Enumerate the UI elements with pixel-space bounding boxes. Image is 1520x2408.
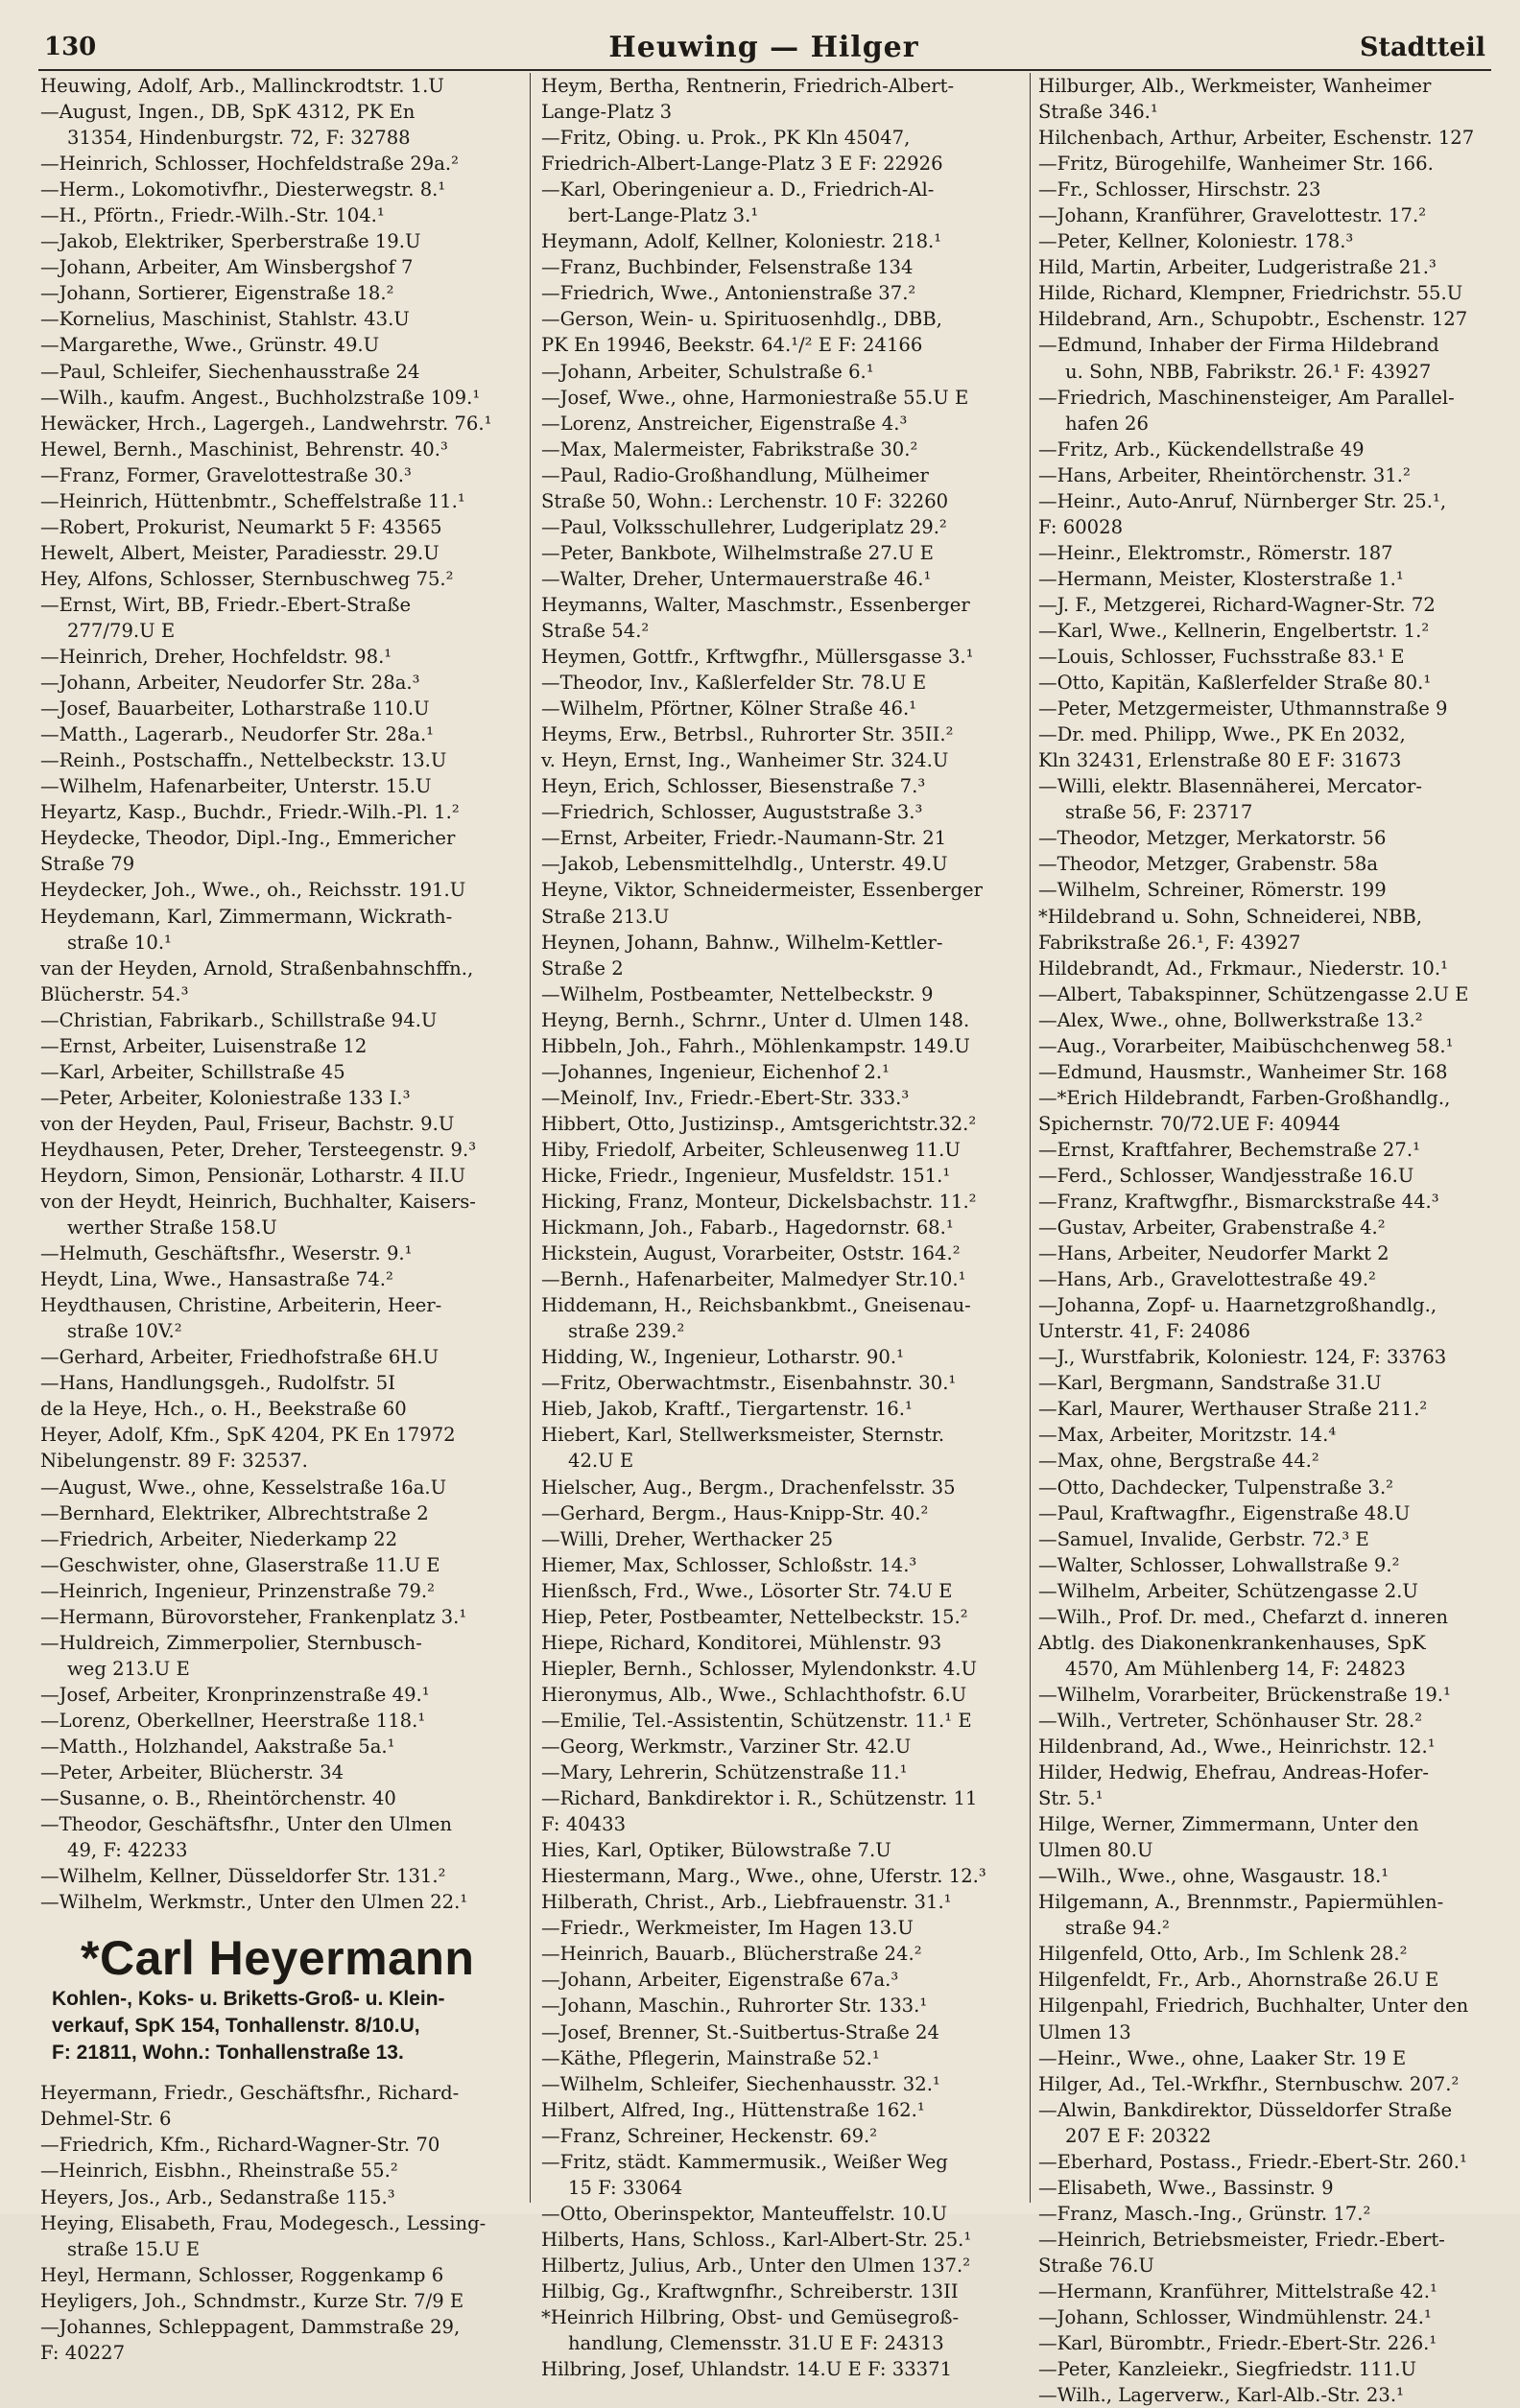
directory-entry-line: Kln 32431, Erlenstraße 80 E F: 31673 xyxy=(1038,749,1402,772)
directory-entry-line: straße 10.¹ xyxy=(67,931,172,954)
directory-entry-line: —Elisabeth, Wwe., Bassinstr. 9 xyxy=(1038,2176,1334,2199)
directory-entry-line: 31354, Hindenburgstr. 72, F: 32788 xyxy=(67,127,411,150)
directory-entry-line: Hieb, Jakob, Kraftf., Tiergartenstr. 16.¹ xyxy=(541,1398,913,1421)
directory-entry-line: straße 94.² xyxy=(1065,1917,1170,1940)
directory-entry-line: —Käthe, Pflegerin, Mainstraße 52.¹ xyxy=(541,2046,880,2069)
directory-entry-line: weg 213.U E xyxy=(67,1657,190,1680)
header-rule xyxy=(38,69,1491,71)
directory-entry-line: Straße 346.¹ xyxy=(1038,101,1158,124)
directory-entry-line: —Emilie, Tel.-Assistentin, Schützenstr. 11.¹ E xyxy=(541,1709,972,1732)
directory-entry-line: Hilgemann, A., Brennmstr., Papiermühlen- xyxy=(1038,1891,1444,1914)
directory-entry-line: —H., Pförtn., Friedr.-Wilh.-Str. 104.¹ xyxy=(40,204,385,227)
directory-entry-line: Heyl, Hermann, Schlosser, Roggenkamp 6 xyxy=(40,2263,444,2286)
directory-entry-line: —Johann, Schlosser, Windmühlenstr. 24.¹ xyxy=(1038,2306,1432,2329)
directory-entry-line: handlung, Clemensstr. 31.U E F: 24313 xyxy=(568,2332,944,2355)
directory-entry-line: —Peter, Kellner, Koloniestr. 178.³ xyxy=(1038,230,1354,253)
directory-entry-line: Hibbeln, Joh., Fahrh., Möhlenkampstr. 149.U xyxy=(541,1034,970,1057)
directory-entry-line: —Josef, Arbeiter, Kronprinzenstraße 49.¹ xyxy=(40,1683,430,1706)
directory-entry-line: —Margarethe, Wwe., Grünstr. 49.U xyxy=(40,334,380,357)
directory-entry-line: —Karl, Maurer, Werthauser Straße 211.² xyxy=(1038,1398,1428,1421)
directory-entry-line: Hiby, Friedolf, Arbeiter, Schleusenweg 11.U xyxy=(541,1138,961,1161)
directory-entry-line: —Albert, Tabakspinner, Schützengasse 2.U E xyxy=(1038,982,1469,1005)
directory-entry-line: Hewäcker, Hrch., Lagergeh., Landwehrstr. 76.¹ xyxy=(40,412,492,435)
directory-entry-line: Hilberath, Christ., Arb., Liebfrauenstr. 31.¹ xyxy=(541,1891,952,1914)
directory-entry-line: —Johann, Arbeiter, Eigenstraße 67a.³ xyxy=(541,1969,899,1992)
advertisement-line: F: 21811, Wohn.: Tonhallenstraße 13. xyxy=(52,2042,404,2065)
directory-entry-line: —Max, Malermeister, Fabrikstraße 30.² xyxy=(541,437,918,460)
directory-entry-line: —Karl, Wwe., Kellnerin, Engelbertstr. 1.² xyxy=(1038,619,1430,642)
directory-entry-line: Straße 2 xyxy=(541,956,624,980)
directory-entry-line: Nibelungenstr. 89 F: 32537. xyxy=(40,1450,308,1473)
directory-entry-line: van der Heyden, Arnold, Straßenbahnschffn., xyxy=(40,956,474,980)
directory-entry-line: —Wilh., Vertreter, Schönhauser Str. 28.² xyxy=(1038,1709,1423,1732)
directory-entry-line: Heymen, Gottfr., Krftwgfhr., Müllersgasse 3.¹ xyxy=(541,646,974,669)
directory-entry-line: —Bernh., Hafenarbeiter, Malmedyer Str.10.¹ xyxy=(541,1268,966,1291)
directory-entry-line: —Johann, Arbeiter, Am Winsbergshof 7 xyxy=(40,256,414,279)
directory-entry-line: —Susanne, o. B., Rheintörchenstr. 40 xyxy=(40,1787,396,1810)
directory-entry-line: Straße 50, Wohn.: Lerchenstr. 10 F: 32260 xyxy=(541,489,949,512)
directory-entry-line: —Johann, Kranführer, Gravelottestr. 17.² xyxy=(1038,204,1427,227)
directory-entry-line: Lange-Platz 3 xyxy=(541,101,673,124)
directory-entry-line: Hiebert, Karl, Stellwerksmeister, Sternstr. xyxy=(541,1424,945,1447)
directory-entry-line: —Edmund, Hausmstr., Wanheimer Str. 168 xyxy=(1038,1060,1448,1083)
directory-entry-line: —Josef, Bauarbeiter, Lotharstraße 110.U xyxy=(40,697,430,720)
directory-entry-line: Hilger, Ad., Tel.-Wrkfhr., Sternbuschw. 207.² xyxy=(1038,2072,1460,2095)
directory-entry-line: —Ernst, Wirt, BB, Friedr.-Ebert-Straße xyxy=(40,593,412,616)
directory-entry-line: —Theodor, Metzger, Grabenstr. 58a xyxy=(1038,853,1379,876)
directory-entry-line: —Ferd., Schlosser, Wandjesstraße 16.U xyxy=(1038,1164,1414,1187)
directory-entry-line: *Heinrich Hilbring, Obst- und Gemüsegroß- xyxy=(541,2306,960,2329)
directory-entry-line: —Wilhelm, Hafenarbeiter, Unterstr. 15.U xyxy=(40,775,432,798)
directory-entry-line: PK En 19946, Beekstr. 64.¹/² E F: 24166 xyxy=(541,334,923,357)
directory-entry-line: Hilgenfeldt, Fr., Arb., Ahornstraße 26.U E xyxy=(1038,1969,1439,1992)
directory-entry-line: Heyligers, Joh., Schndmstr., Kurze Str. 7/9 E xyxy=(40,2289,464,2312)
page-header xyxy=(35,29,1493,69)
directory-entry-line: Heyers, Jos., Arb., Sedanstraße 115.³ xyxy=(40,2185,395,2208)
directory-entry-line: Spichernstr. 70/72.UE F: 40944 xyxy=(1038,1112,1341,1135)
directory-entry-line: —Friedrich, Maschinensteiger, Am Parallel- xyxy=(1038,386,1455,409)
advertisement-name: *Carl Heyermann xyxy=(81,1931,475,1986)
directory-entry-line: 49, F: 42233 xyxy=(67,1839,188,1862)
directory-entry-line: u. Sohn, NBB, Fabrikstr. 26.¹ F: 43927 xyxy=(1065,360,1432,383)
directory-entry-line: Hickstein, August, Vorarbeiter, Oststr. 164.² xyxy=(541,1242,961,1265)
directory-entry-line: Heyne, Viktor, Schneidermeister, Essenberger xyxy=(541,879,983,902)
directory-entry-line: —Friedrich, Arbeiter, Niederkamp 22 xyxy=(40,1527,398,1550)
directory-entry-line: straße 15.U E xyxy=(67,2237,201,2260)
directory-entry-line: —Wilhelm, Arbeiter, Schützengasse 2.U xyxy=(1038,1579,1418,1602)
directory-entry-line: —Franz, Former, Gravelottestraße 30.³ xyxy=(40,463,412,486)
directory-entry-line: —Wilhelm, Pförtner, Kölner Straße 46.¹ xyxy=(541,697,917,720)
column-2 xyxy=(541,73,1019,2381)
directory-entry-line: —Franz, Buchbinder, Felsenstraße 134 xyxy=(541,256,914,279)
directory-entry-line: Hibbert, Otto, Justizinsp., Amtsgerichtstr.32.² xyxy=(541,1112,977,1135)
directory-entry-line: —Hermann, Meister, Klosterstraße 1.¹ xyxy=(1038,567,1404,590)
directory-entry-line: —Robert, Prokurist, Neumarkt 5 F: 43565 xyxy=(40,515,442,538)
directory-entry-line: —Heinrich, Betriebsmeister, Friedr.-Ebert- xyxy=(1038,2228,1445,2251)
directory-entry-line: Hies, Karl, Optiker, Bülowstraße 7.U xyxy=(541,1839,891,1862)
directory-entry-line: Heydthausen, Christine, Arbeiterin, Heer- xyxy=(40,1294,442,1317)
directory-entry-line: Hey, Alfons, Schlosser, Sternbuschweg 75.² xyxy=(40,567,454,590)
directory-entry-line: —Louis, Schlosser, Fuchsstraße 83.¹ E xyxy=(1038,646,1405,669)
directory-entry-line: —Johann, Arbeiter, Neudorfer Str. 28a.³ xyxy=(40,672,420,695)
directory-entry-line: Heymann, Adolf, Kellner, Koloniestr. 218.¹ xyxy=(541,230,942,253)
directory-entry-line: —Peter, Metzgermeister, Uthmannstraße 9 xyxy=(1038,697,1448,720)
directory-entry-line: Heynen, Johann, Bahnw., Wilhelm-Kettler- xyxy=(541,931,943,954)
directory-entry-line: —Dr. med. Philipp, Wwe., PK En 2032, xyxy=(1038,723,1406,746)
advertisement-line: verkauf, SpK 154, Tonhallenstr. 8/10.U, xyxy=(52,2015,420,2038)
directory-entry-line: Hilchenbach, Arthur, Arbeiter, Eschenstr. 127 xyxy=(1038,127,1475,150)
directory-entry-line: Blücherstr. 54.³ xyxy=(40,982,189,1005)
directory-entry-line: —Hans, Arbeiter, Neudorfer Markt 2 xyxy=(1038,1242,1389,1265)
directory-entry-line: —Theodor, Inv., Kaßlerfelder Str. 78.U E xyxy=(541,672,927,695)
directory-entry-line: —Franz, Masch.-Ing., Grünstr. 17.² xyxy=(1038,2202,1371,2225)
directory-entry-line: Heyng, Bernh., Schrnr., Unter d. Ulmen 148. xyxy=(541,1008,970,1031)
directory-entry-line: —Paul, Schleifer, Siechenhausstraße 24 xyxy=(40,360,420,383)
directory-entry-line: —Franz, Kraftwgfhr., Bismarckstraße 44.³ xyxy=(1038,1191,1439,1214)
directory-entry-line: —Bernhard, Elektriker, Albrechtstraße 2 xyxy=(40,1501,429,1524)
directory-entry-line: —Lorenz, Oberkellner, Heerstraße 118.¹ xyxy=(40,1709,426,1732)
directory-entry-line: —Gustav, Arbeiter, Grabenstraße 4.² xyxy=(1038,1216,1386,1239)
directory-entry-line: —Josef, Wwe., ohne, Harmoniestraße 55.U E xyxy=(541,386,969,409)
directory-entry-line: —August, Wwe., ohne, Kesselstraße 16a.U xyxy=(40,1475,447,1499)
directory-entry-line: hafen 26 xyxy=(1065,412,1149,435)
directory-entry-line: Straße 54.² xyxy=(541,619,650,642)
directory-entry-line: Unterstr. 41, F: 24086 xyxy=(1038,1320,1251,1343)
advertisement-line: Kohlen-, Koks- u. Briketts-Groß- u. Klein- xyxy=(52,1988,445,2011)
directory-entry-line: de la Heye, Hch., o. H., Beekstraße 60 xyxy=(40,1398,407,1421)
directory-entry-line: werther Straße 158.U xyxy=(67,1216,277,1239)
directory-entry-line: —Willi, Dreher, Werthacker 25 xyxy=(541,1527,834,1550)
directory-entry-line: —Peter, Arbeiter, Blücherstr. 34 xyxy=(40,1761,344,1784)
directory-entry-line: —Otto, Dachdecker, Tulpenstraße 3.² xyxy=(1038,1475,1394,1499)
directory-entry-line: Heydt, Lina, Wwe., Hansastraße 74.² xyxy=(40,1268,393,1291)
directory-entry-line: —Friedrich, Schlosser, Auguststraße 3.³ xyxy=(541,801,923,824)
directory-entry-line: —Wilhelm, Vorarbeiter, Brückenstraße 19.¹ xyxy=(1038,1683,1451,1706)
directory-entry-line: —J., Wurstfabrik, Koloniestr. 124, F: 33763 xyxy=(1038,1346,1447,1369)
directory-entry-line: Hewelt, Albert, Meister, Paradiesstr. 29.U xyxy=(40,541,439,564)
directory-entry-line: Hicke, Friedr., Ingenieur, Musfeldstr. 151.¹ xyxy=(541,1164,951,1187)
directory-entry-line: Heyn, Erich, Schlosser, Biesenstraße 7.³ xyxy=(541,775,926,798)
directory-entry-line: Ulmen 13 xyxy=(1038,2020,1131,2043)
directory-entry-line: —Max, Arbeiter, Moritzstr. 14.⁴ xyxy=(1038,1424,1337,1447)
directory-entry-line: —Ernst, Kraftfahrer, Bechemstraße 27.¹ xyxy=(1038,1138,1420,1161)
directory-entry-line: —Meinolf, Inv., Friedr.-Ebert-Str. 333.³ xyxy=(541,1086,910,1109)
directory-entry-line: von der Heydt, Heinrich, Buchhalter, Kaisers- xyxy=(40,1191,476,1214)
directory-entry-line: Hilbring, Josef, Uhlandstr. 14.U E F: 33371 xyxy=(541,2358,953,2381)
directory-entry-line: —Geschwister, ohne, Glaserstraße 11.U E xyxy=(40,1553,440,1576)
directory-entry-line: Hilge, Werner, Zimmermann, Unter den xyxy=(1038,1813,1419,1836)
directory-entry-line: Hildenbrand, Ad., Wwe., Heinrichstr. 12.¹ xyxy=(1038,1735,1436,1758)
directory-entry-line: —Heinrich, Schlosser, Hochfeldstraße 29a.² xyxy=(40,153,460,176)
page-title: Heuwing — Hilger xyxy=(608,31,919,64)
directory-entry-line: Fabrikstraße 26.¹, F: 43927 xyxy=(1038,931,1301,954)
directory-entry-line: —Wilh., Wwe., ohne, Wasgaustr. 18.¹ xyxy=(1038,1865,1389,1888)
directory-entry-line: Hilder, Hedwig, Ehefrau, Andreas-Hofer- xyxy=(1038,1761,1429,1784)
directory-entry-line: —Paul, Volksschullehrer, Ludgeriplatz 29.² xyxy=(541,515,947,538)
page-number: 130 xyxy=(44,33,97,61)
directory-entry-line: —Hans, Arbeiter, Rheintörchenstr. 31.² xyxy=(1038,463,1411,486)
directory-entry-line: Hilde, Richard, Klempner, Friedrichstr. 55.U xyxy=(1038,282,1463,305)
directory-entry-line: —Wilh., Lagerverw., Karl-Alb.-Str. 23.¹ xyxy=(1038,2384,1404,2407)
directory-entry-line: Hiep, Peter, Postbeamter, Nettelbeckstr. 15.² xyxy=(541,1605,968,1628)
directory-entry-line: —Lorenz, Anstreicher, Eigenstraße 4.³ xyxy=(541,412,908,435)
directory-entry-line: —Theodor, Geschäftsfhr., Unter den Ulmen xyxy=(40,1813,452,1836)
directory-entry-line: —Huldreich, Zimmerpolier, Sternbusch- xyxy=(40,1631,422,1654)
directory-entry-line: —Richard, Bankdirektor i. R., Schützenstr. 11 xyxy=(541,1787,978,1810)
column-divider-2 xyxy=(1030,73,1031,2203)
column-3 xyxy=(1038,73,1499,2407)
directory-entry-line: —Hermann, Bürovorsteher, Frankenplatz 3.¹ xyxy=(40,1605,467,1628)
directory-entry-line: —Theodor, Metzger, Merkatorstr. 56 xyxy=(1038,827,1387,850)
directory-entry-line: Heymanns, Walter, Maschmstr., Essenberger xyxy=(541,593,970,616)
directory-entry-line: —Johann, Maschin., Ruhrorter Str. 133.¹ xyxy=(541,1995,928,2018)
directory-entry-line: Hilbert, Alfred, Ing., Hüttenstraße 162.¹ xyxy=(541,2098,925,2121)
directory-entry-line: —*Erich Hildebrandt, Farben-Großhandlg., xyxy=(1038,1086,1451,1109)
column-divider-1 xyxy=(530,73,531,2203)
directory-entry-line: —Friedrich, Kfm., Richard-Wagner-Str. 70 xyxy=(40,2134,440,2157)
directory-entry-line: —Walter, Schlosser, Lohwallstraße 9.² xyxy=(1038,1553,1400,1576)
directory-entry-line: —Matth., Holzhandel, Aakstraße 5a.¹ xyxy=(40,1735,395,1758)
directory-entry-line: Heydecker, Joh., Wwe., oh., Reichsstr. 191.U xyxy=(40,879,466,902)
directory-entry-line: F: 40227 xyxy=(40,2341,126,2364)
directory-entry-line: Friedrich-Albert-Lange-Platz 3 E F: 22926 xyxy=(541,153,943,176)
directory-entry-line: —Fr., Schlosser, Hirschstr. 23 xyxy=(1038,178,1321,201)
directory-entry-line: —Heinrich, Hüttenbmtr., Scheffelstraße 11.¹ xyxy=(40,489,465,512)
directory-entry-line: —Eberhard, Postass., Friedr.-Ebert-Str. 260.¹ xyxy=(1038,2150,1467,2173)
directory-entry-line: Hiddemann, H., Reichsbankbmt., Gneisenau- xyxy=(541,1294,971,1317)
directory-entry-line: —Hermann, Kranführer, Mittelstraße 42.¹ xyxy=(1038,2279,1437,2302)
advertisement-block xyxy=(40,1930,520,2066)
directory-entry-line: Hilburger, Alb., Werkmeister, Wanheimer xyxy=(1038,75,1432,97)
directory-entry-line: —Peter, Arbeiter, Koloniestraße 133 I.³ xyxy=(40,1086,411,1109)
directory-entry-line: Str. 5.¹ xyxy=(1038,1787,1104,1810)
directory-entry-line: 207 E F: 20322 xyxy=(1065,2124,1212,2147)
directory-entry-line: —Ernst, Arbeiter, Friedr.-Naumann-Str. 21 xyxy=(541,827,947,850)
directory-entry-line: —Paul, Radio-Großhandlung, Mülheimer xyxy=(541,463,929,486)
directory-entry-line: —Fritz, Obing. u. Prok., PK Kln 45047, xyxy=(541,127,911,150)
directory-entry-line: straße 239.² xyxy=(568,1320,685,1343)
directory-entry-line: Hiemer, Max, Schlosser, Schloßstr. 14.³ xyxy=(541,1553,917,1576)
directory-entry-line: —Johanna, Zopf- u. Haarnetzgroßhandlg., xyxy=(1038,1294,1437,1317)
directory-entry-line: Hienßsch, Frd., Wwe., Lösorter Str. 74.U E xyxy=(541,1579,953,1602)
directory-entry-line: Hild, Martin, Arbeiter, Ludgeristraße 21.³ xyxy=(1038,256,1437,279)
directory-entry-line: —Karl, Bürombtr., Friedr.-Ebert-Str. 226.¹ xyxy=(1038,2332,1437,2355)
directory-entry-line: Straße 79 xyxy=(40,853,135,876)
directory-entry-line: 42.U E xyxy=(568,1450,634,1473)
directory-entry-line: Hildebrand, Arn., Schupobtr., Eschenstr. 127 xyxy=(1038,308,1468,331)
directory-entry-line: —Otto, Oberinspektor, Manteuffelstr. 10.U xyxy=(541,2202,948,2225)
directory-entry-line: —Otto, Kapitän, Kaßlerfelder Straße 80.¹ xyxy=(1038,672,1432,695)
directory-entry-line: F: 40433 xyxy=(541,1813,627,1836)
directory-entry-line: —Wilh., Prof. Dr. med., Chefarzt d. inneren xyxy=(1038,1605,1448,1628)
directory-entry-line: v. Heyn, Ernst, Ing., Wanheimer Str. 324.U xyxy=(541,749,949,772)
directory-entry-line: —Heinr., Elektromstr., Römerstr. 187 xyxy=(1038,541,1393,564)
directory-entry-line: —Wilhelm, Schleifer, Siechenhausstr. 32.¹ xyxy=(541,2072,940,2095)
directory-entry-line: Dehmel-Str. 6 xyxy=(40,2108,172,2131)
directory-entry-line: *Hildebrand u. Sohn, Schneiderei, NBB, xyxy=(1038,905,1423,928)
directory-entry-line: bert-Lange-Platz 3.¹ xyxy=(568,204,759,227)
directory-entry-line: —Reinh., Postschaffn., Nettelbeckstr. 13.U xyxy=(40,749,447,772)
directory-entry-line: —Heinrich, Eisbhn., Rheinstraße 55.² xyxy=(40,2160,398,2183)
directory-entry-line: Hilgenpahl, Friedrich, Buchhalter, Unter den xyxy=(1038,1995,1469,2018)
directory-entry-line: —Alwin, Bankdirektor, Düsseldorfer Straße xyxy=(1038,2098,1453,2121)
directory-entry-line: —Ernst, Arbeiter, Luisenstraße 12 xyxy=(40,1034,368,1057)
directory-entry-line: —Samuel, Invalide, Gerbstr. 72.³ E xyxy=(1038,1527,1369,1550)
directory-entry-line: —Georg, Werkmstr., Varziner Str. 42.U xyxy=(541,1735,912,1758)
directory-entry-line: —Johannes, Schleppagent, Dammstraße 29, xyxy=(40,2315,461,2338)
directory-entry-line: Heuwing, Adolf, Arb., Mallinckrodtstr. 1.U xyxy=(40,75,444,97)
directory-entry-line: —Fritz, Arb., Kückendellstraße 49 xyxy=(1038,437,1365,460)
directory-entry-line: —Fritz, städt. Kammermusik., Weißer Weg xyxy=(541,2150,948,2173)
directory-entry-line: —Karl, Arbeiter, Schillstraße 45 xyxy=(40,1060,345,1083)
directory-entry-line: von der Heyden, Paul, Friseur, Bachstr. 9.U xyxy=(40,1112,455,1135)
directory-entry-line: —Jakob, Elektriker, Sperberstraße 19.U xyxy=(40,230,421,253)
directory-entry-line: —Paul, Kraftwagfhr., Eigenstraße 48.U xyxy=(1038,1501,1411,1524)
directory-entry-line: —Franz, Schreiner, Heckenstr. 69.² xyxy=(541,2124,878,2147)
directory-entry-line: 4570, Am Mühlenberg 14, F: 24823 xyxy=(1065,1657,1406,1680)
directory-entry-line: —Edmund, Inhaber der Firma Hildebrand xyxy=(1038,334,1439,357)
directory-entry-line: —Heinrich, Ingenieur, Prinzenstraße 79.² xyxy=(40,1579,435,1602)
directory-entry-line: —Helmuth, Geschäftsfhr., Weserstr. 9.¹ xyxy=(40,1242,413,1265)
directory-entry-line: —Kornelius, Maschinist, Stahlstr. 43.U xyxy=(40,308,410,331)
directory-entry-line: —Fritz, Bürogehilfe, Wanheimer Str. 166. xyxy=(1038,153,1434,176)
directory-entry-line: Hidding, W., Ingenieur, Lotharstr. 90.¹ xyxy=(541,1346,904,1369)
directory-entry-line: —Hans, Handlungsgeh., Rudolfstr. 5I xyxy=(40,1372,396,1395)
directory-entry-line: Heydecke, Theodor, Dipl.-Ing., Emmericher xyxy=(40,827,456,850)
directory-entry-line: —Heinrich, Dreher, Hochfeldstr. 98.¹ xyxy=(40,646,392,669)
directory-entry-line: —Max, ohne, Bergstraße 44.² xyxy=(1038,1450,1319,1473)
directory-entry-line: —Josef, Brenner, St.-Suitbertus-Straße 24 xyxy=(541,2020,939,2043)
directory-entry-line: —Johann, Sortierer, Eigenstraße 18.² xyxy=(40,282,394,305)
directory-entry-line: Ulmen 80.U xyxy=(1038,1839,1153,1862)
directory-entry-line: F: 60028 xyxy=(1038,515,1124,538)
directory-entry-line: Hilberts, Hans, Schloss., Karl-Albert-Str. 25.¹ xyxy=(541,2228,972,2251)
directory-entry-line: —Fritz, Oberwachtmstr., Eisenbahnstr. 30.¹ xyxy=(541,1372,957,1395)
directory-entry-line: Hiepler, Bernh., Schlosser, Mylendonkstr. 4.U xyxy=(541,1657,978,1680)
directory-entry-line: —Peter, Bankbote, Wilhelmstraße 27.U E xyxy=(541,541,934,564)
directory-entry-line: Heydorn, Simon, Pensionär, Lotharstr. 4 II.U xyxy=(40,1164,466,1187)
directory-entry-line: Heying, Elisabeth, Frau, Modegesch., Lessing- xyxy=(40,2211,487,2234)
directory-entry-line: —Wilhelm, Schreiner, Römerstr. 199 xyxy=(1038,879,1387,902)
directory-entry-line: —Johannes, Ingenieur, Eichenhof 2.¹ xyxy=(541,1060,890,1083)
directory-entry-line: —Matth., Lagerarb., Neudorfer Str. 28a.¹ xyxy=(40,723,435,746)
directory-entry-line: —Gerhard, Bergm., Haus-Knipp-Str. 40.² xyxy=(541,1501,929,1524)
directory-entry-line: —Jakob, Lebensmittelhdlg., Unterstr. 49.U xyxy=(541,853,948,876)
directory-entry-line: —Wilhelm, Werkmstr., Unter den Ulmen 22.¹ xyxy=(40,1891,468,1914)
directory-entry-line: —Wilh., kaufm. Angest., Buchholzstraße 109.¹ xyxy=(40,386,481,409)
directory-entry-line: —Wilhelm, Kellner, Düsseldorfer Str. 131.² xyxy=(40,1865,446,1888)
directory-entry-line: Hilbertz, Julius, Arb., Unter den Ulmen 137.² xyxy=(541,2254,971,2277)
directory-entry-line: —Heinr., Auto-Anruf, Nürnberger Str. 25.¹, xyxy=(1038,489,1447,512)
directory-entry-line: —Hans, Arb., Gravelottestraße 49.² xyxy=(1038,1268,1376,1291)
directory-entry-line: —Mary, Lehrerin, Schützenstraße 11.¹ xyxy=(541,1761,908,1784)
directory-entry-line: Straße 213.U xyxy=(541,905,670,928)
directory-entry-line: Heyer, Adolf, Kfm., SpK 4204, PK En 17972 xyxy=(40,1424,456,1447)
directory-entry-line: straße 56, F: 23717 xyxy=(1065,801,1253,824)
directory-entry-line: —Friedr., Werkmeister, Im Hagen 13.U xyxy=(541,1917,914,1940)
directory-entry-line: Hiepe, Richard, Konditorei, Mühlenstr. 93 xyxy=(541,1631,942,1654)
directory-entry-line: —Walter, Dreher, Untermauerstraße 46.¹ xyxy=(541,567,932,590)
directory-entry-line: —Gerson, Wein- u. Spirituosenhdlg., DBB, xyxy=(541,308,942,331)
directory-entry-line: Hielscher, Aug., Bergm., Drachenfelsstr. 35 xyxy=(541,1475,956,1499)
directory-entry-line: —Karl, Bergmann, Sandstraße 31.U xyxy=(1038,1372,1382,1395)
directory-entry-line: —Aug., Vorarbeiter, Maibüschchenweg 58.¹ xyxy=(1038,1034,1454,1057)
directory-entry-line: —Johann, Arbeiter, Schulstraße 6.¹ xyxy=(541,360,874,383)
directory-entry-line: Straße 76.U xyxy=(1038,2254,1154,2277)
directory-entry-line: —Friedrich, Wwe., Antonienstraße 37.² xyxy=(541,282,916,305)
directory-entry-line: —J. F., Metzgerei, Richard-Wagner-Str. 72 xyxy=(1038,593,1436,616)
directory-entry-line: —August, Ingen., DB, SpK 4312, PK En xyxy=(40,101,416,124)
directory-entry-line: Hickmann, Joh., Fabarb., Hagedornstr. 68.¹ xyxy=(541,1216,954,1239)
directory-entry-line: Abtlg. des Diakonenkrankenhauses, SpK xyxy=(1038,1631,1426,1654)
directory-entry-line: —Karl, Oberingenieur a. D., Friedrich-Al- xyxy=(541,178,935,201)
directory-entry-line: —Alex, Wwe., ohne, Bollwerkstraße 13.² xyxy=(1038,1008,1423,1031)
directory-entry-line: Hilbig, Gg., Kraftwgnfhr., Schreiberstr. 13II xyxy=(541,2279,959,2302)
directory-entry-line: Heym, Bertha, Rentnerin, Friedrich-Albert- xyxy=(541,75,955,97)
directory-entry-line: Hicking, Franz, Monteur, Dickelsbachstr. 11.² xyxy=(541,1191,977,1214)
directory-entry-line: Heydemann, Karl, Zimmermann, Wickrath- xyxy=(40,905,453,928)
directory-entry-line: —Willi, elektr. Blasennäherei, Mercator- xyxy=(1038,775,1422,798)
directory-entry-line: —Heinr., Wwe., ohne, Laaker Str. 19 E xyxy=(1038,2046,1407,2069)
directory-entry-line: —Christian, Fabrikarb., Schillstraße 94.U xyxy=(40,1008,438,1031)
directory-entry-line: Hewel, Bernh., Maschinist, Behrenstr. 40.³ xyxy=(40,437,448,460)
directory-entry-line: Hieronymus, Alb., Wwe., Schlachthofstr. 6.U xyxy=(541,1683,967,1706)
directory-entry-line: Hilgenfeld, Otto, Arb., Im Schlenk 28.² xyxy=(1038,1943,1408,1966)
directory-entry-line: —Herm., Lokomotivfhr., Diesterwegstr. 8.¹ xyxy=(40,178,446,201)
directory-entry-line: Heyartz, Kasp., Buchdr., Friedr.-Wilh.-Pl. 1.² xyxy=(40,801,460,824)
section-label: Stadtteil xyxy=(1360,33,1485,62)
directory-entry-line: —Gerhard, Arbeiter, Friedhofstraße 6H.U xyxy=(40,1346,439,1369)
directory-entry-line: 15 F: 33064 xyxy=(568,2176,683,2199)
directory-entry-line: Heyms, Erw., Betrbsl., Ruhrorter Str. 35II.² xyxy=(541,723,954,746)
column-1 xyxy=(40,73,520,2364)
directory-entry-line: —Wilhelm, Postbeamter, Nettelbeckstr. 9 xyxy=(541,982,934,1005)
directory-entry-line: Hildebrandt, Ad., Frkmaur., Niederstr. 10.¹ xyxy=(1038,956,1448,980)
directory-entry-line: Heydhausen, Peter, Dreher, Tersteegenstr. 9.³ xyxy=(40,1138,477,1161)
directory-entry-line: Heyermann, Friedr., Geschäftsfhr., Richard- xyxy=(40,2082,460,2105)
directory-entry-line: straße 10V.² xyxy=(67,1320,182,1343)
directory-entry-line: —Peter, Kanzleiekr., Siegfriedstr. 111.U xyxy=(1038,2358,1416,2381)
directory-entry-line: Hiestermann, Marg., Wwe., ohne, Uferstr. 12.³ xyxy=(541,1865,986,1888)
directory-entry-line: —Heinrich, Bauarb., Blücherstraße 24.² xyxy=(541,1943,922,1966)
directory-entry-line: 277/79.U E xyxy=(67,619,176,642)
